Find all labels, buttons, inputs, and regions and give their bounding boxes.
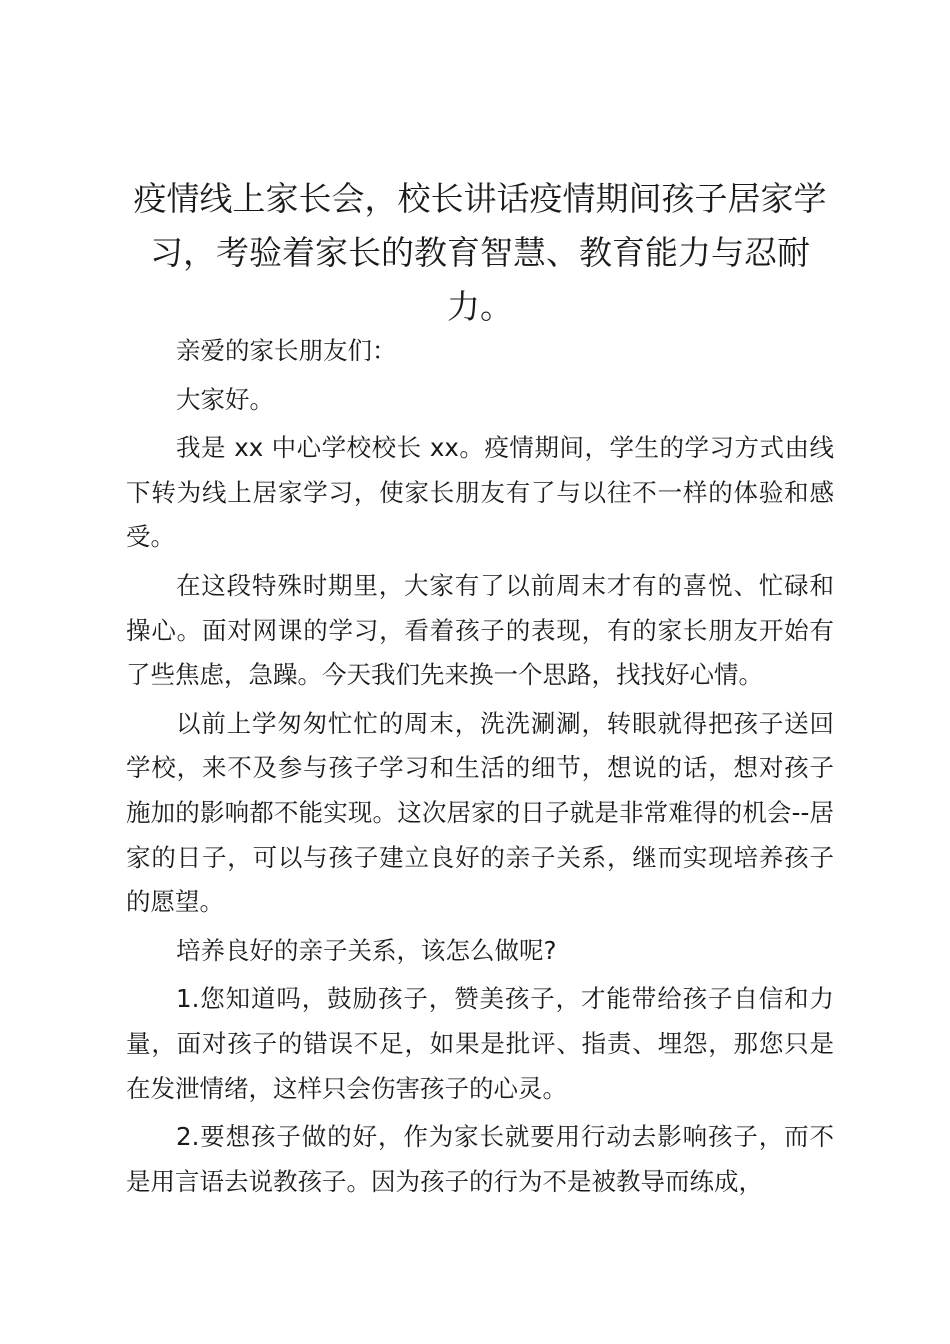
document-title: 疫情线上家长会，校长讲话疫情期间孩子居家学习，考验着家长的教育智慧、教育能力与忍耐力。 [133,179,827,326]
salutation: 亲爱的家长朋友们： [176,336,397,365]
body-paragraph: 我是 xx 中心学校校长 xx。疫情期间，学生的学习方式由线下转为线上居家学习，使家长朋友有了与以往不一样的体验和感受。 [126,433,834,552]
body-paragraph: 以前上学匆匆忙忙的周末，洗洗涮涮，转眼就得把孩子送回学校，来不及参与孩子学习和生活的细节，想说的话，想对孩子施加的影响都不能实现。这次居家的日子就是非常难得的机会--居家的日子，可以与孩子建立良好的亲子关系，继而实现培养孩子的愿望。 [126,708,834,917]
numbered-item: 1.您知道吗，鼓励孩子，赞美孩子，才能带给孩子自信和力量，面对孩子的错误不足，如果是批评、指责、埋怨，那您只是在发泄情绪，这样只会伤害孩子的心灵。 [126,984,834,1103]
section-question: 培养良好的亲子关系，该怎么做呢? [176,935,557,965]
numbered-item: 2.要想孩子做的好，作为家长就要用行动去影响孩子，而不是用言语去说教孩子。因为孩子的行为不是被教导而练成， [126,1122,834,1196]
body-paragraph: 在这段特殊时期里，大家有了以前周末才有的喜悦、忙碌和操心。面对网课的学习，看着孩子的表现，有的家长朋友开始有了些焦虑，急躁。今天我们先来换一个思路，找找好心情。 [126,570,834,690]
greeting: 大家好。 [176,384,274,414]
document-body [126,329,834,1208]
